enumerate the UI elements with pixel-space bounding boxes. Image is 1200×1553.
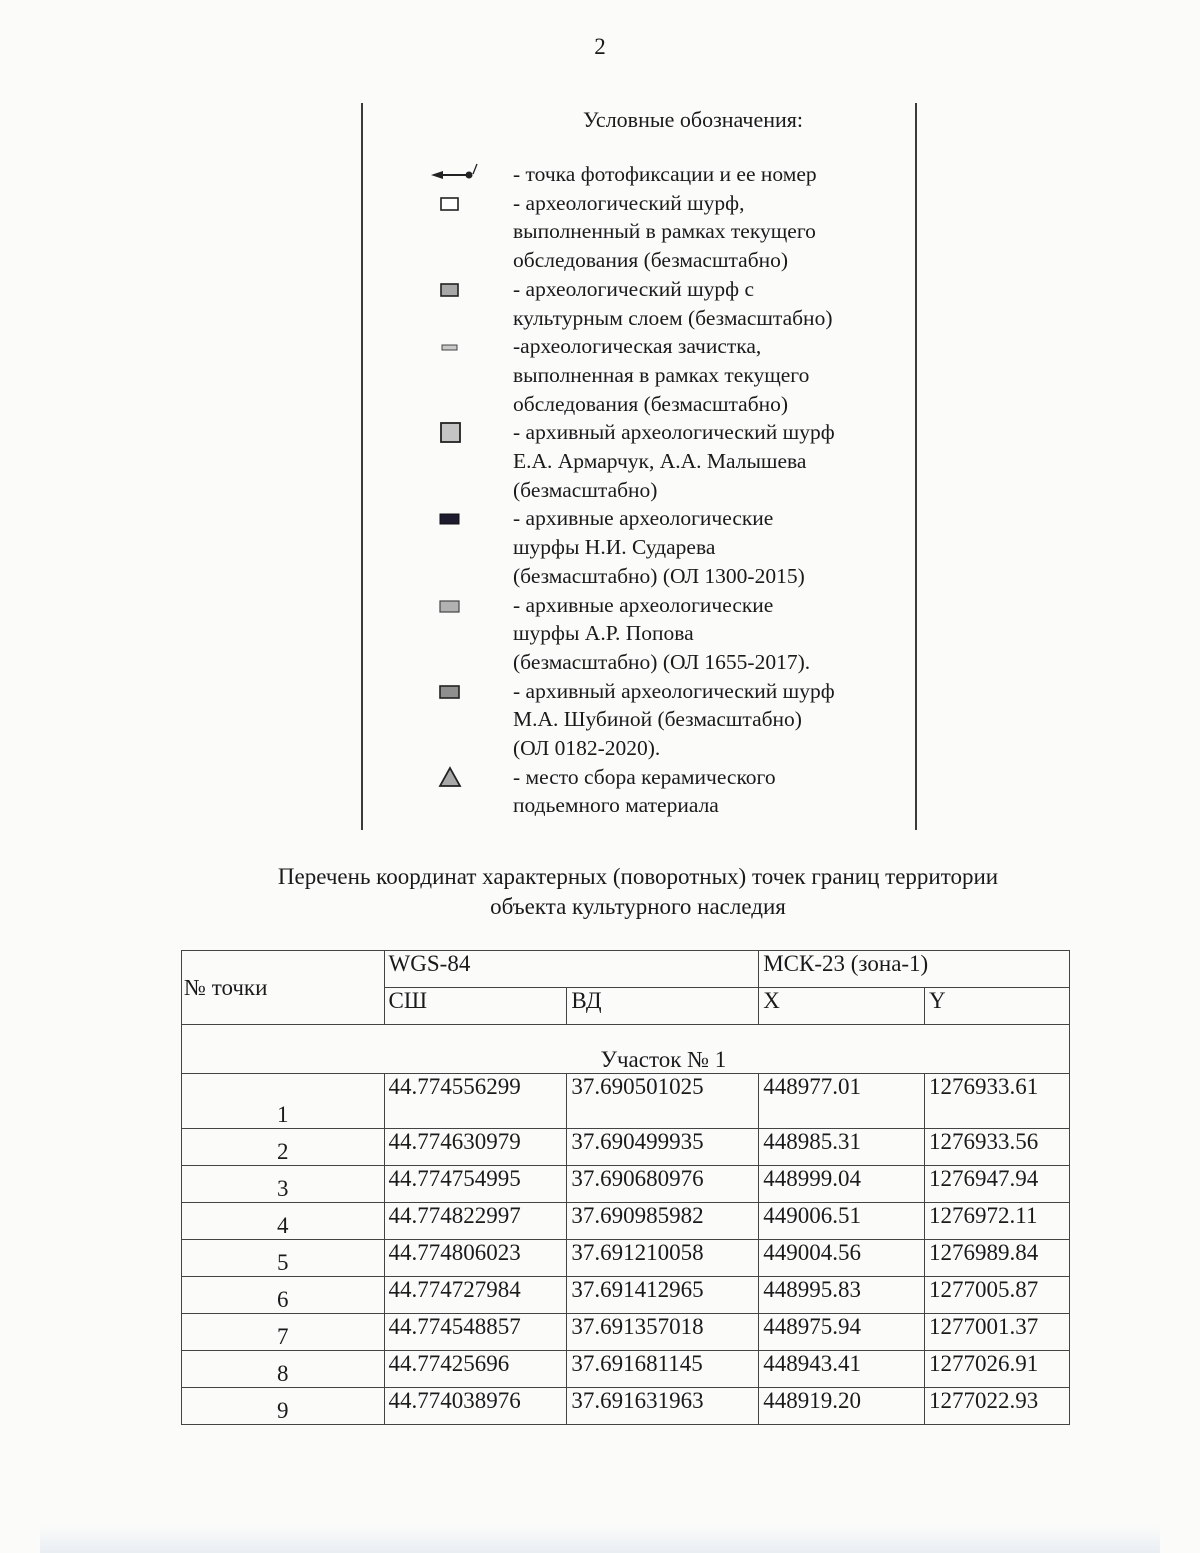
archive-pits-popov-icon — [429, 593, 489, 619]
legend-title: Условные обозначения: — [583, 107, 804, 132]
y-cell: 1276972.11 — [925, 1203, 1070, 1240]
photo-point-icon — [429, 162, 489, 188]
point-number: 9 — [182, 1388, 385, 1425]
legend-item — [363, 591, 915, 677]
lat-cell: 44.774806023 — [384, 1240, 567, 1277]
table-row — [182, 1277, 1070, 1314]
lon-cell: 37.690985982 — [567, 1203, 759, 1240]
table-row — [182, 1074, 1070, 1129]
table-row — [182, 1388, 1070, 1425]
lat-cell: 44.774822997 — [384, 1203, 567, 1240]
legend-list — [363, 160, 915, 820]
legend-item-text: - архивный археологический шурф Е.А. Армарчук, А.А. Малышева (безмасштабно) — [513, 420, 835, 502]
table-row — [182, 1314, 1070, 1351]
y-cell: 1277022.93 — [925, 1388, 1070, 1425]
column-header-x: X — [759, 988, 925, 1025]
lat-cell: 44.774556299 — [384, 1074, 567, 1129]
point-number: 7 — [182, 1314, 385, 1351]
table-row — [182, 1203, 1070, 1240]
lon-cell: 37.691412965 — [567, 1277, 759, 1314]
column-group-wgs84: WGS-84 — [384, 951, 759, 988]
lon-cell: 37.690501025 — [567, 1074, 759, 1129]
legend-item-text: - точка фотофиксации и ее номер — [513, 162, 817, 186]
point-number: 6 — [182, 1277, 385, 1314]
lon-cell: 37.691357018 — [567, 1314, 759, 1351]
point-number: 8 — [182, 1351, 385, 1388]
coordinates-table — [181, 950, 1070, 1425]
survey-pit-current-icon — [429, 191, 489, 217]
legend-item — [363, 275, 915, 332]
legend-item-text: - археологический шурф, выполненный в рамках текущего обследования (безмасштабно) — [513, 190, 816, 273]
legend-item-text: - археологический шурф с культурным слоем (безмасштабно) — [513, 276, 833, 330]
y-cell: 1277005.87 — [925, 1277, 1070, 1314]
legend-item-text: - архивные археологические шурфы Н.И. Сударева (безмасштабно) (ОЛ 1300-2015) — [513, 506, 805, 588]
lat-cell: 44.774548857 — [384, 1314, 567, 1351]
section-label: Участок № 1 — [182, 1025, 1070, 1074]
scan-edge-shadow — [40, 1525, 1160, 1553]
table-heading-line: Перечень координат характерных (поворотных) точек границ территории — [277, 864, 999, 889]
lat-cell: 44.774038976 — [384, 1388, 567, 1425]
point-number: 3 — [182, 1166, 385, 1203]
legend-item — [363, 677, 915, 763]
table-heading — [0, 862, 1200, 922]
legend-box — [361, 103, 917, 830]
x-cell: 449006.51 — [759, 1203, 925, 1240]
lon-cell: 37.691631963 — [567, 1388, 759, 1425]
lat-cell: 44.77425696 — [384, 1351, 567, 1388]
point-number: 5 — [182, 1240, 385, 1277]
x-cell: 449004.56 — [759, 1240, 925, 1277]
x-cell: 448977.01 — [759, 1074, 925, 1129]
point-number: 4 — [182, 1203, 385, 1240]
x-cell: 448943.41 — [759, 1351, 925, 1388]
y-cell: 1276947.94 — [925, 1166, 1070, 1203]
column-header-lat: СШ — [384, 988, 567, 1025]
table-row — [182, 1240, 1070, 1277]
lon-cell: 37.691210058 — [567, 1240, 759, 1277]
y-cell: 1276933.56 — [925, 1129, 1070, 1166]
x-cell: 448975.94 — [759, 1314, 925, 1351]
table-row — [182, 1351, 1070, 1388]
ceramic-collection-icon — [429, 765, 489, 791]
survey-pit-cultural-layer-icon — [429, 277, 489, 303]
column-header-lon: ВД — [567, 988, 759, 1025]
lon-cell: 37.691681145 — [567, 1351, 759, 1388]
y-cell: 1276989.84 — [925, 1240, 1070, 1277]
archive-pit-shubina-icon — [429, 679, 489, 705]
page-number: 2 — [594, 34, 606, 59]
column-header-y: Y — [925, 988, 1070, 1025]
column-group-msk23: МСК-23 (зона-1) — [759, 951, 1070, 988]
table-row — [182, 1166, 1070, 1203]
legend-item — [363, 332, 915, 418]
legend-item-text: -археологическая зачистка, выполненная в рамках текущего обследования (безмасштабно) — [513, 334, 810, 416]
column-header-point: № точки — [182, 951, 385, 1025]
legend-item — [363, 160, 915, 189]
lon-cell: 37.690499935 — [567, 1129, 759, 1166]
x-cell: 448999.04 — [759, 1166, 925, 1203]
lat-cell: 44.774727984 — [384, 1277, 567, 1314]
legend-item — [363, 418, 915, 504]
archive-pit-armarchuk-icon — [429, 420, 489, 446]
y-cell: 1277026.91 — [925, 1351, 1070, 1388]
point-number: 2 — [182, 1129, 385, 1166]
y-cell: 1277001.37 — [925, 1314, 1070, 1351]
point-number: 1 — [182, 1074, 385, 1129]
legend-item-text: - архивный археологический шурф М.А. Шубиной (безмасштабно) (ОЛ 0182-2020). — [513, 678, 835, 761]
x-cell: 448985.31 — [759, 1129, 925, 1166]
legend-item-text: - архивные археологические шурфы А.Р. Попова (безмасштабно) (ОЛ 1655-2017). — [513, 592, 811, 674]
y-cell: 1276933.61 — [925, 1074, 1070, 1129]
table-row — [182, 1129, 1070, 1166]
lat-cell: 44.774754995 — [384, 1166, 567, 1203]
clearing-icon — [429, 334, 489, 360]
table-heading-line: объекта культурного наследия — [490, 894, 786, 919]
legend-item-text: - место сбора керамического подьемного материала — [513, 764, 776, 818]
legend-item — [363, 504, 915, 590]
lat-cell: 44.774630979 — [384, 1129, 567, 1166]
x-cell: 448919.20 — [759, 1388, 925, 1425]
legend-item — [363, 189, 915, 275]
x-cell: 448995.83 — [759, 1277, 925, 1314]
lon-cell: 37.690680976 — [567, 1166, 759, 1203]
legend-item — [363, 763, 915, 820]
archive-pits-sudarev-icon — [429, 506, 489, 532]
